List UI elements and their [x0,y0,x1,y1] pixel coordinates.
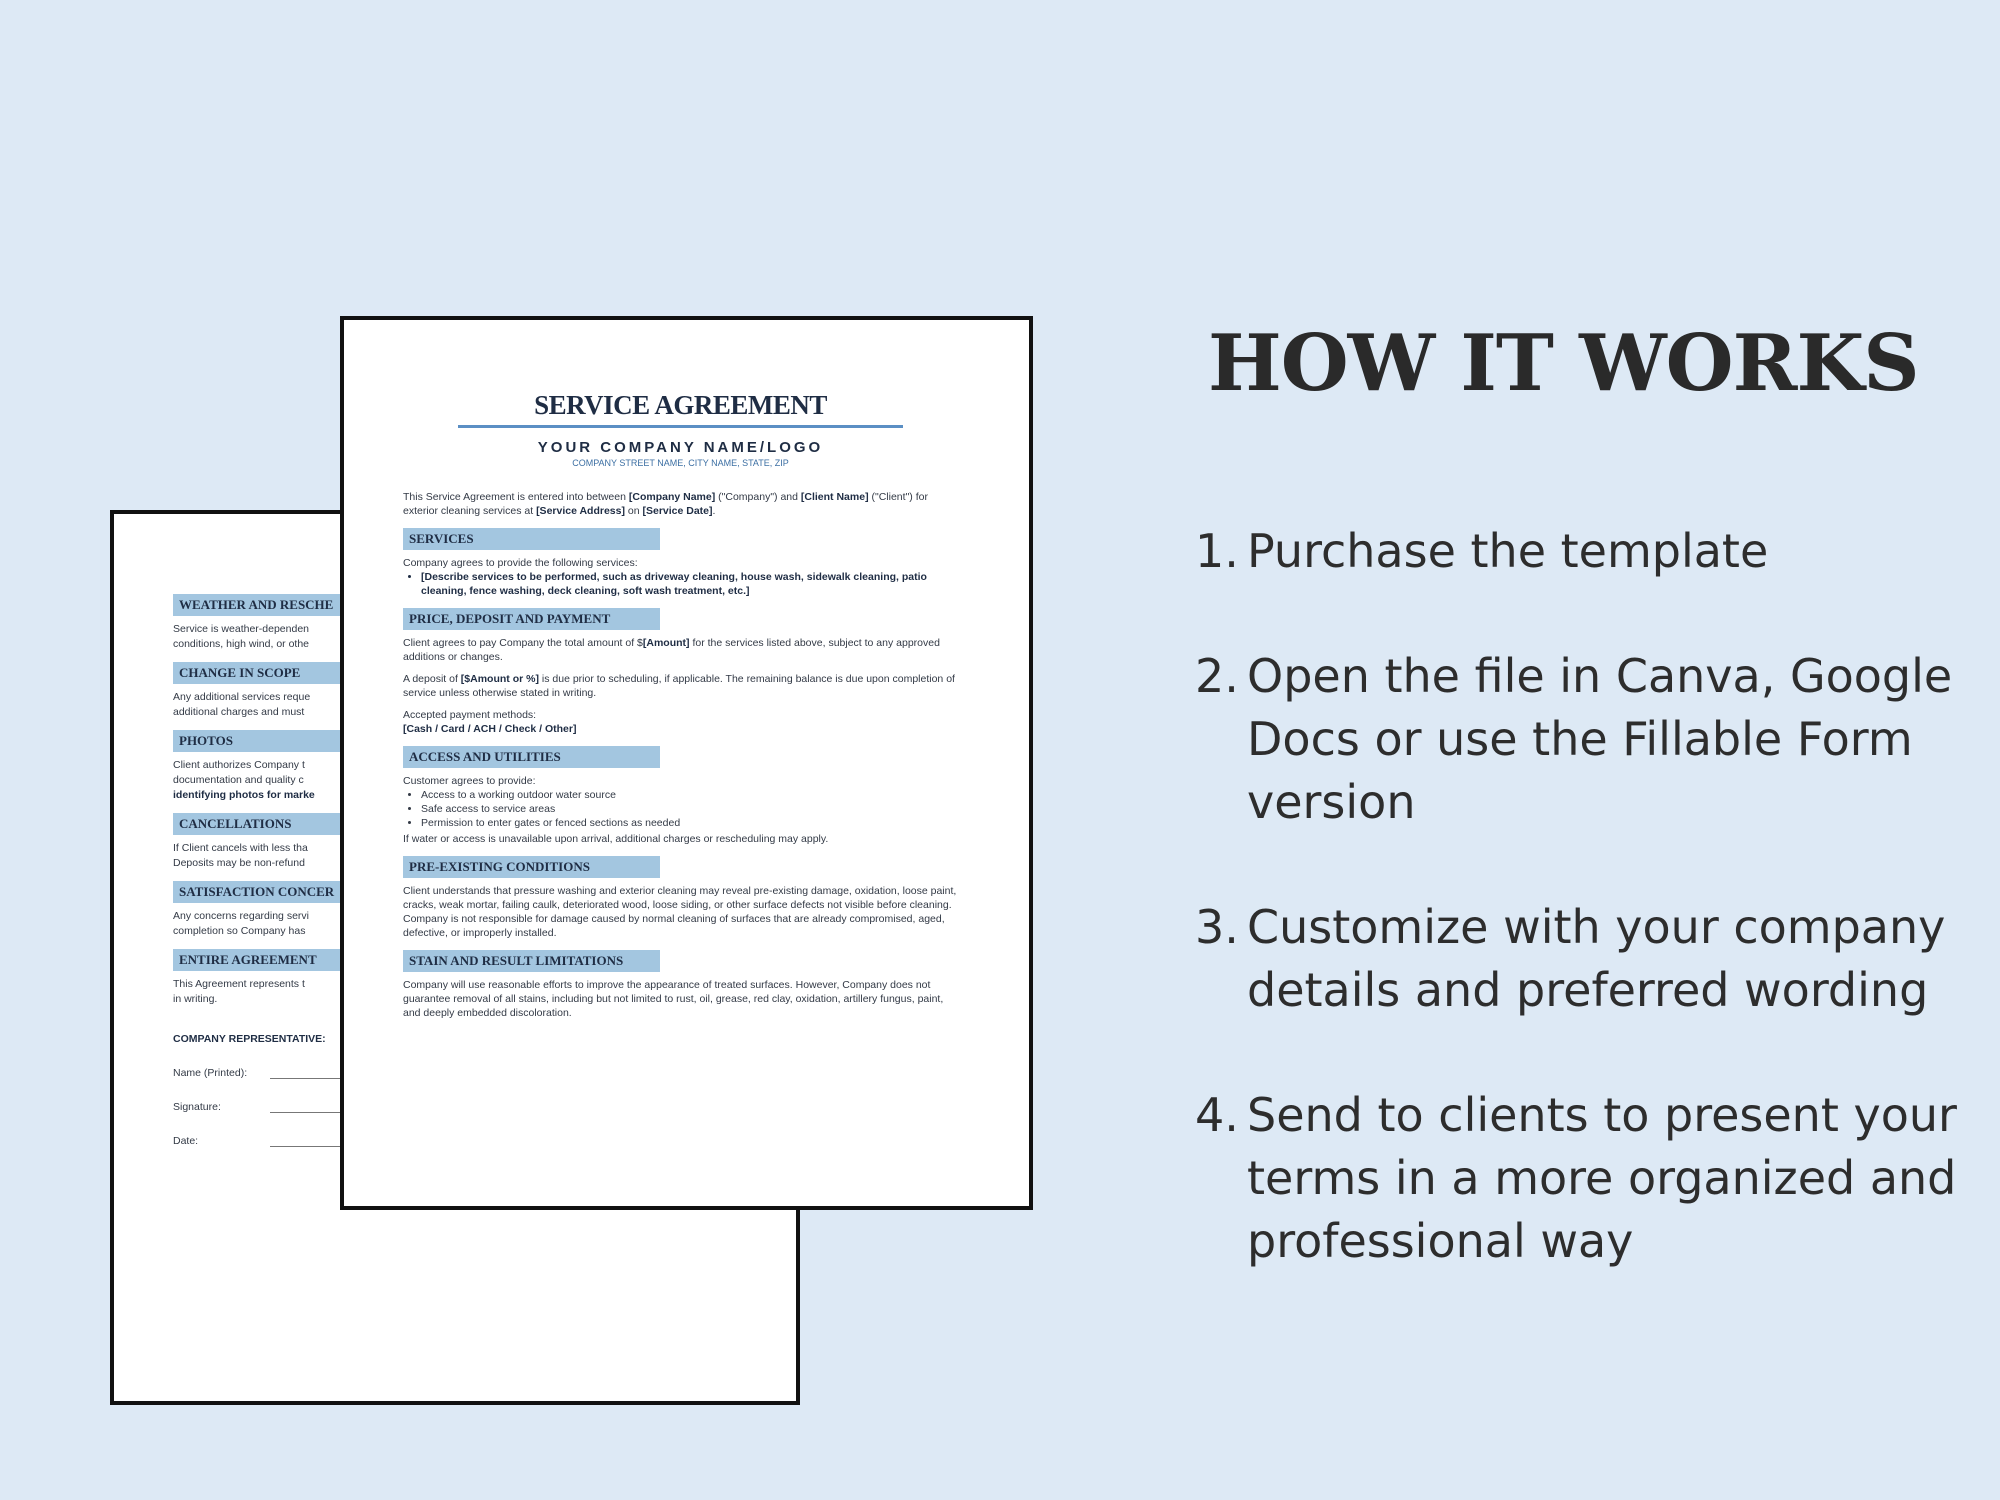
title-underline [458,425,903,428]
company-name: YOUR COMPANY NAME/LOGO [537,439,824,456]
section-heading: CANCELLATIONS [173,813,430,835]
section-line: Deposits may be non-refund [173,857,305,869]
section-line: completion so Company has [173,925,306,937]
section-line: Any concerns regarding servi [173,910,309,922]
text: for the services listed above, subject to any approved additions or changes. [403,637,940,663]
step-text: Send to clients to present your terms in a more organized and professional way [1247,1088,1957,1268]
step-3 [1195,896,1975,1022]
preexisting-paragraph: Client understands that pressure washing and exterior cleaning may reveal pre-existing damage, oxidation, loose paint, cracks, weak mortar, failing caulk, deteriorated wood, loose siding, or other surface defects not visible before cleaning. Company is not responsible for damage caused by normal cleaning of surfaces that are already compromised, aged, defective, or improperly installed. [403,885,957,939]
intro-paragraph [403,490,958,518]
section-heading: PHOTOS [173,730,430,752]
step-2 [1195,645,1975,834]
placeholder-client: [Client Name] [800,491,869,503]
section-heading-access: ACCESS AND UTILITIES [403,746,660,768]
stain-paragraph: Company will use reasonable efforts to improve the appearance of treated surfaces. However, Company does not guarantee removal of all stains, including but not limited to rust, oil, grease, red clay, oxidation, artillery fungus, paint, and deeply embedded discoloration. [403,979,944,1019]
text: is due prior to scheduling, if applicable. The remaining balance is due upon completion of service unless otherwise stated in writing. [403,673,955,699]
placeholder-amount: [Amount] [642,637,690,649]
section-line: conditions, high wind, or othe [173,638,310,650]
text: . [712,505,716,517]
access-item: • Permission to enter gates or fenced sections as needed [421,816,958,830]
field-label: Name (Printed): [173,1067,248,1079]
section-heading: WEATHER AND RESCHE [173,594,430,616]
step-text: Customize with your company details and preferred wording [1247,900,1946,1017]
section-heading-preexisting: PRE-EXISTING CONDITIONS [403,856,660,878]
price-paragraph [403,636,958,664]
section-heading: ENTIRE AGREEMENT [173,949,430,971]
services-list [403,570,958,598]
section-heading: CHANGE IN SCOPE [173,662,430,684]
text: Client agrees to pay Company the total amount of $ [403,637,643,649]
text: ("Company") and [715,491,801,503]
access-item: • Access to a working outdoor water source [421,788,958,802]
placeholder-company: [Company Name] [628,491,716,503]
placeholder-deposit: [$Amount or %] [460,673,539,685]
payment-methods: [Cash / Card / ACH / Check / Other] [403,723,577,735]
section-line: This Agreement represents t [173,978,305,990]
text: This Service Agreement is entered into between [403,491,629,503]
step-number: 3. [1195,900,1239,954]
section-heading-price: PRICE, DEPOSIT AND PAYMENT [403,608,660,630]
step-number: 4. [1195,1088,1239,1142]
section-line: additional charges and must [173,706,305,718]
section-heading-stain: STAIN AND RESULT LIMITATIONS [403,950,660,972]
access-list [403,788,958,830]
text: on [624,505,643,517]
section-line: documentation and quality c [173,774,304,786]
text: ("Client") for exterior cleaning services at [403,491,928,517]
section-line: identifying photos for marke [173,789,315,801]
field-label: Signature: [173,1101,221,1113]
services-lead: Company agrees to provide the following services: [403,557,638,569]
services-bullet: • [Describe services to be performed, such as driveway cleaning, house wash, sidewalk cleaning, patio cleaning, fence washing, deck cleaning, soft wash treatment, etc.] [421,570,958,598]
step-number: 1. [1195,524,1239,578]
steps-list [1195,520,1975,1335]
section-heading: SATISFACTION CONCER [173,881,430,903]
signature-heading: COMPANY REPRESENTATIVE: [173,1033,326,1045]
company-address: COMPANY STREET NAME, CITY NAME, STATE, ZIP [572,458,789,468]
section-heading-services: SERVICES [403,528,660,550]
access-lead: Customer agrees to provide: [403,775,536,787]
access-note: If water or access is unavailable upon arrival, additional charges or rescheduling may apply. [403,833,829,845]
section-line: Client authorizes Company t [173,759,305,771]
front-document-page [340,316,1033,1210]
section-line: in writing. [173,993,218,1005]
access-item: • Safe access to service areas [421,802,958,816]
step-4 [1195,1084,1975,1273]
step-number: 2. [1195,649,1239,703]
placeholder-address: [Service Address] [536,505,625,517]
section-line: Any additional services reque [173,691,311,703]
section-line: Service is weather-dependen [173,623,309,635]
how-it-works-title: HOW IT WORKS [1208,318,1919,409]
step-text: Purchase the template [1247,524,1769,578]
text: A deposit of [403,673,461,685]
section-line: If Client cancels with less tha [173,842,308,854]
payment-methods-label: Accepted payment methods: [403,709,537,721]
deposit-paragraph [403,672,958,700]
step-text: Open the file in Canva, Google Docs or use the Fillable Form version [1247,649,1953,829]
placeholder-date: [Service Date] [642,505,713,517]
step-1 [1195,520,1975,583]
field-label: Date: [173,1135,199,1147]
document-title: SERVICE AGREEMENT [534,390,827,420]
front-page-content [403,390,958,1028]
